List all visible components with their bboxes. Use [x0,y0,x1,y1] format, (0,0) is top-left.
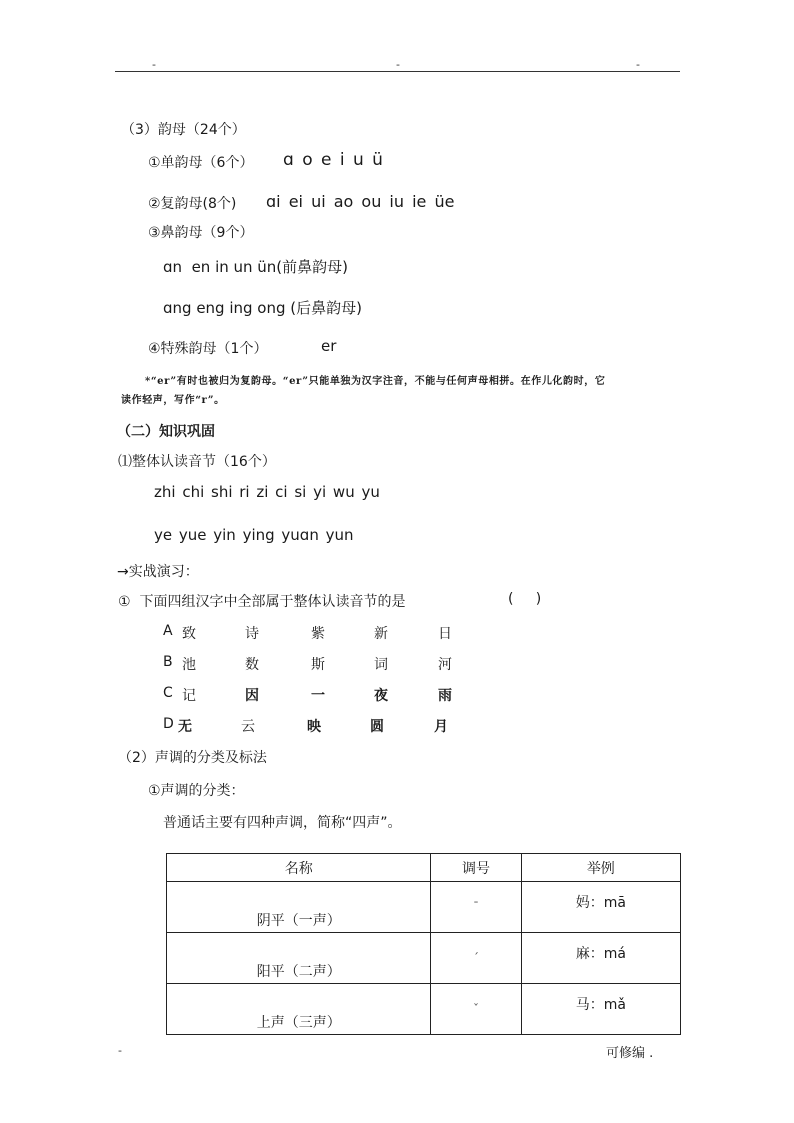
option-char: 云 [241,719,255,735]
er-note-line-1: *“er”有时也被归为复韵母。“er”只能单独为汉字注音，不能与任何声母相拼。在作儿化韵时，它 [145,376,606,387]
footer-mark: - [118,1044,122,1057]
option-char: 记 [182,688,196,704]
tones-table [166,853,681,1035]
finals-title: （3）韵母（24个） [121,122,246,138]
practice-label: →实战演习： [117,564,199,580]
table-row [167,984,681,1035]
tone-symbol: ˉ [431,882,521,933]
single-finals-label: ①单韵母（6个） [148,155,254,171]
tone-name: 上声（三声） [167,984,431,1035]
option-char: 无 [178,719,192,735]
compound-finals-label: ②复韵母(8个) [148,196,237,212]
header-rule [115,71,680,72]
tone-example: 妈：mā [521,882,680,933]
option-letter: D [163,716,174,732]
tone-name: 阳平（二声） [167,933,431,984]
header-mark-right: - [636,58,640,71]
tones-subtitle: ①声调的分类： [148,783,245,799]
er-note-line-2: 读作轻声，写作“r”。 [121,395,225,406]
single-finals-letters: ɑ o e i u ü [283,150,383,170]
option-char: 一 [311,688,325,704]
back-nasal-finals: ɑng eng ing ong (后鼻韵母) [163,299,362,317]
option-char: 月 [434,719,448,735]
whole-syllables-line-2: ye yue yin ying yuɑn yun [154,526,354,544]
tone-symbol: ˊ [431,933,521,984]
tones-intro: 普通话主要有四种声调，简称“四声”。 [163,815,402,831]
option-char: 斯 [311,657,325,673]
header-name: 名称 [167,854,431,882]
whole-syllables-title: ⑴整体认读音节（16个） [118,454,276,470]
option-char: 河 [438,657,452,673]
front-nasal-finals: ɑn en in un ün(前鼻韵母) [163,258,349,276]
table-row [167,933,681,984]
option-char: 数 [245,657,259,673]
option-char: 致 [182,626,196,642]
tone-symbol: ˇ [431,984,521,1035]
option-char: 词 [374,657,388,673]
special-finals-letters: er [321,337,337,355]
option-letter: B [163,654,173,670]
tone-example: 马：mǎ [521,984,680,1035]
nasal-finals-label: ③鼻韵母（9个） [148,225,254,241]
option-char: 新 [374,626,388,642]
option-char: 因 [245,688,259,704]
header-symbol: 调号 [431,854,521,882]
compound-finals-letters: ɑi ei ui ao ou iu ie üe [266,192,455,211]
option-char: 映 [307,719,321,735]
header-mark-center: - [396,58,400,71]
answer-blank: ( ) [508,591,542,607]
practice-question: ① 下面四组汉字中全部属于整体认读音节的是 [118,594,406,610]
special-finals-label: ④特殊韵母（1个） [148,341,268,357]
option-letter: C [163,685,173,701]
option-char: 圆 [370,719,384,735]
option-char: 日 [438,626,452,642]
tone-example: 麻：má [521,933,680,984]
option-char: 雨 [438,688,452,704]
header-mark-left: - [152,58,156,71]
option-char: 池 [182,657,196,673]
option-char: 夜 [374,688,388,704]
header-example: 举例 [521,854,680,882]
table-header-row [167,854,681,882]
table-row [167,882,681,933]
footer-editable-note: 可修编 . [606,1046,654,1061]
tone-name: 阴平（一声） [167,882,431,933]
whole-syllables-line-1: zhi chi shi ri zi ci si yi wu yu [154,483,380,501]
tones-title: （2）声调的分类及标法 [118,750,267,766]
option-letter: A [163,623,173,639]
knowledge-title: （二）知识巩固 [117,424,215,440]
option-char: 紫 [311,626,325,642]
option-char: 诗 [245,626,259,642]
